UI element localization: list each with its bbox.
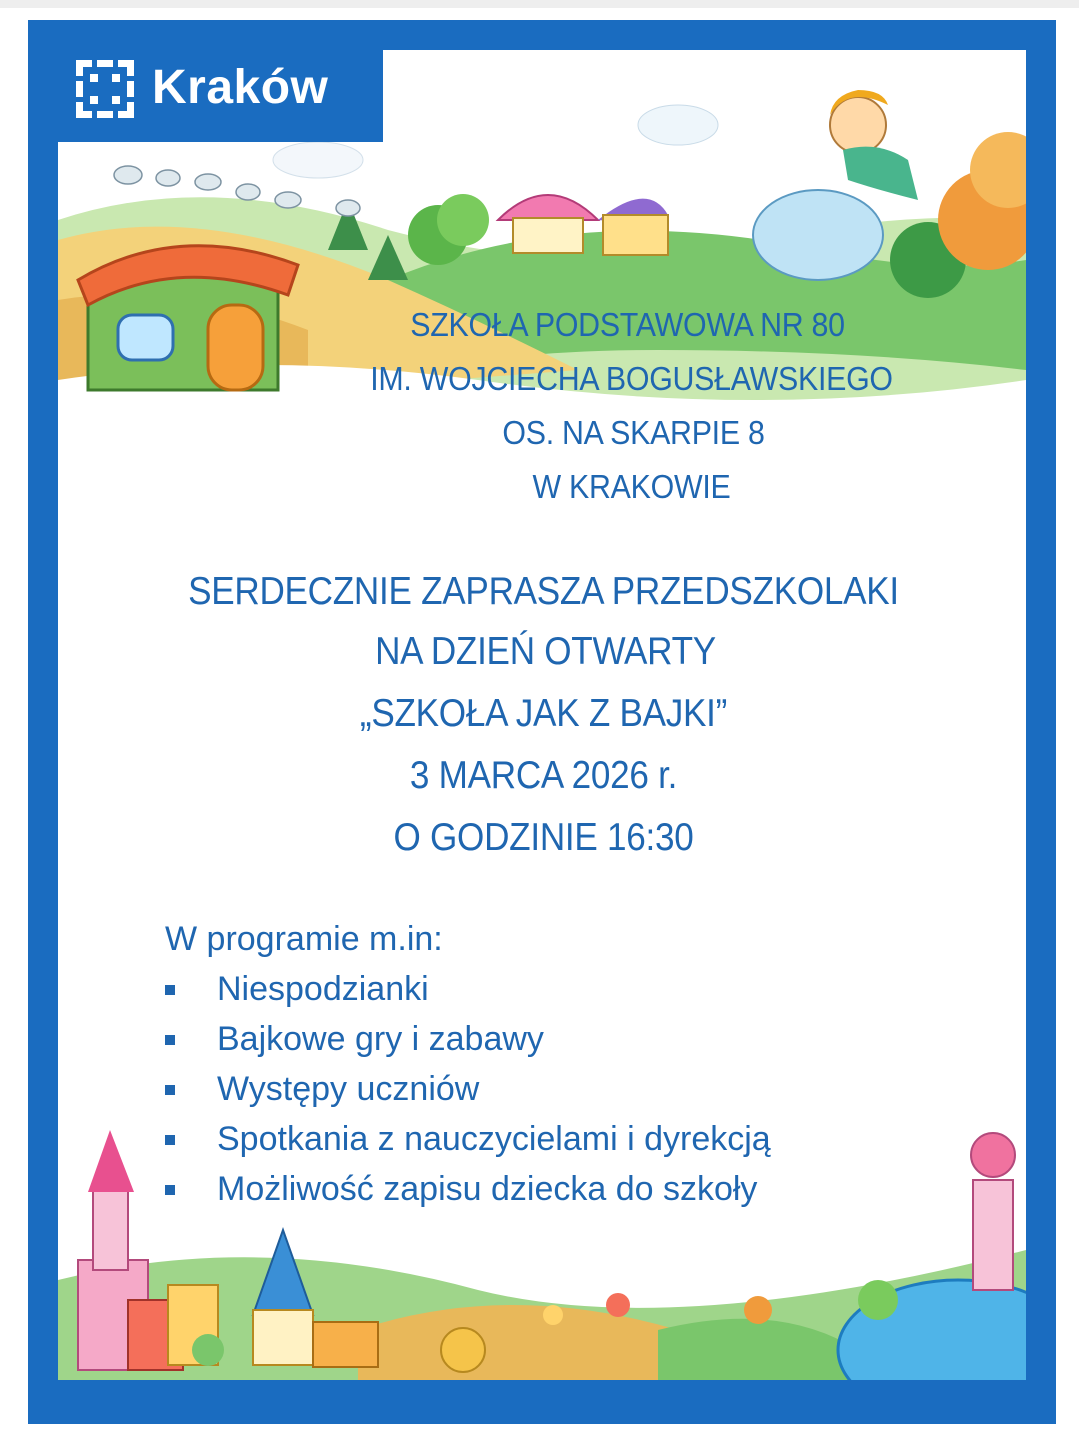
- bullet-icon: [165, 1185, 175, 1195]
- program-list: [165, 964, 771, 1214]
- school-city: W KRAKOWIE: [532, 468, 731, 505]
- list-item: Spotkania z nauczycielami i dyrekcją: [165, 1114, 771, 1164]
- program-section: [165, 914, 771, 1214]
- invitation-line-2: NA DZIEŃ OTWARTY: [375, 630, 716, 673]
- list-item: Niespodzianki: [165, 964, 771, 1014]
- event-time: O GODZINIE 16:30: [393, 816, 694, 859]
- school-name-line-2: IM. WOJCIECHA BOGUSŁAWSKIEGO: [370, 360, 893, 397]
- top-strip: [0, 0, 1079, 8]
- program-heading: W programie m.in:: [165, 920, 443, 958]
- logo-text: Kraków: [152, 61, 329, 114]
- school-name-line-1: SZKOŁA PODSTAWOWA NR 80: [410, 306, 845, 343]
- school-address: OS. NA SKARPIE 8: [502, 414, 765, 451]
- list-item: Możliwość zapisu dziecka do szkoły: [165, 1164, 771, 1214]
- bullet-icon: [165, 1135, 175, 1145]
- event-title: „SZKOŁA JAK Z BAJKI”: [359, 692, 728, 735]
- bullet-icon: [165, 985, 175, 995]
- krakow-logo: [28, 20, 383, 142]
- krakow-logo-mark-icon: [76, 60, 134, 118]
- event-date: 3 MARCA 2026 r.: [409, 754, 678, 797]
- list-item: Bajkowe gry i zabawy: [165, 1014, 771, 1064]
- invitation-line-1: SERDECZNIE ZAPRASZA PRZEDSZKOLAKI: [188, 570, 899, 613]
- bullet-icon: [165, 1035, 175, 1045]
- bullet-icon: [165, 1085, 175, 1095]
- list-item: Występy uczniów: [165, 1064, 771, 1114]
